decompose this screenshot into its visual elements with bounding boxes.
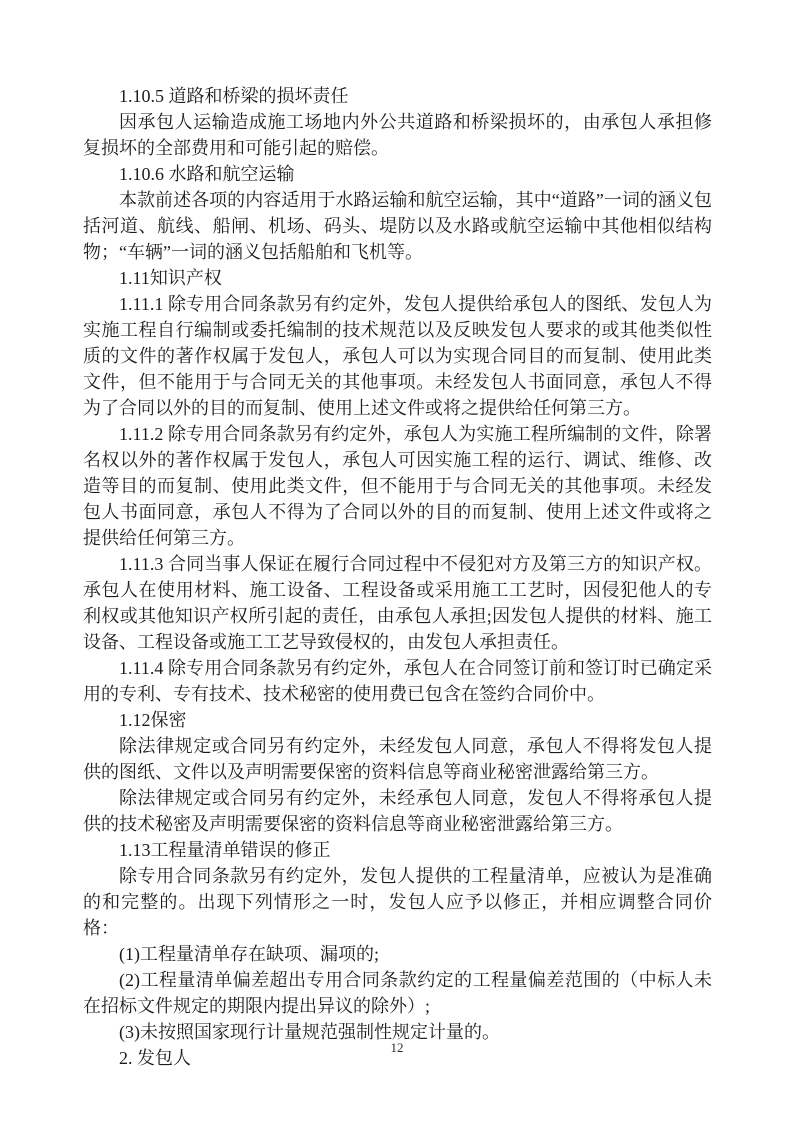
clause-heading-1-10-6: 1.10.6 水路和航空运输 — [119, 164, 295, 184]
clause-body-1-11-1: 1.11.1 除专用合同条款另有约定外，发包人提供给承包人的图纸、发包人为实施工程自行编制或委托编制的技术规范以及反映发包人要求的或其他类似性质的文件的著作权属于发包人，承包人可以为实现合同目的而复制、使用此类文件，但不能用于与合同无关的其他事项。未经发包人书面同意，承包人不得为了合同以外的目的而复制、使用上述文件或将之提供给任何第三方。 — [83, 294, 712, 418]
clause-heading-2: 2. 发包人 — [119, 1048, 191, 1068]
page-number: 12 — [390, 1040, 404, 1055]
clause-body: 除法律规定或合同另有约定外，未经承包人同意，发包人不得将承包人提供的技术秘密及声明需要保密的资料信息等商业秘密泄露给第三方。 — [83, 788, 712, 834]
clause-body: 除法律规定或合同另有约定外，未经发包人同意，承包人不得将发包人提供的图纸、文件以及声明需要保密的资料信息等商业秘密泄露给第三方。 — [83, 736, 712, 782]
clause-body-1-11-2: 1.11.2 除专用合同条款另有约定外，承包人为实施工程所编制的文件，除署名权以外的著作权属于发包人，承包人可因实施工程的运行、调试、维修、改造等目的而复制、使用此类文件，但不能用于与合同无关的其他事项。未经发包人书面同意，承包人不得为了合同以外的目的而复制、使用上述文件或将之提供给任何第三方。 — [83, 424, 712, 548]
clause-body-1-11-3: 1.11.3 合同当事人保证在履行合同过程中不侵犯对方及第三方的知识产权。承包人在使用材料、施工设备、工程设备或采用施工工艺时，因侵犯他人的专利权或其他知识产权所引起的责任，由承包人承担;因发包人提供的材料、施工设备、工程设备或施工工艺导致侵权的，由发包人承担责任。 — [83, 554, 712, 652]
document-body — [83, 83, 712, 1071]
clause-body: 本款前述各项的内容适用于水路运输和航空运输，其中“道路”一词的涵义包括河道、航线、船闸、机场、码头、堤防以及水路或航空运输中其他相似结构物；“车辆”一词的涵义包括船舶和飞机等。 — [83, 190, 712, 262]
clause-heading-1-12: 1.12保密 — [119, 710, 187, 730]
clause-heading-1-11: 1.11知识产权 — [119, 268, 222, 288]
list-item-3: (3)未按照国家现行计量规范强制性规定计量的。 — [119, 1022, 500, 1042]
clause-body: 因承包人运输造成施工场地内外公共道路和桥梁损坏的，由承包人承担修复损坏的全部费用和可能引起的赔偿。 — [83, 112, 712, 158]
clause-heading-1-10-5: 1.10.5 道路和桥梁的损坏责任 — [119, 86, 349, 106]
clause-heading-1-13: 1.13工程量清单错误的修正 — [119, 840, 331, 860]
clause-body-1-11-4: 1.11.4 除专用合同条款另有约定外，承包人在合同签订前和签订时已确定采用的专利、专有技术、技术秘密的使用费已包含在签约合同价中。 — [83, 658, 712, 704]
clause-body: 除专用合同条款另有约定外，发包人提供的工程量清单，应被认为是准确的和完整的。出现下列情形之一时，发包人应予以修正，并相应调整合同价格： — [83, 866, 712, 938]
list-item-2: (2)工程量清单偏差超出专用合同条款约定的工程量偏差范围的（中标人未在招标文件规定的期限内提出异议的除外）; — [83, 970, 712, 1016]
list-item-1: (1)工程量清单存在缺项、漏项的; — [119, 944, 379, 964]
